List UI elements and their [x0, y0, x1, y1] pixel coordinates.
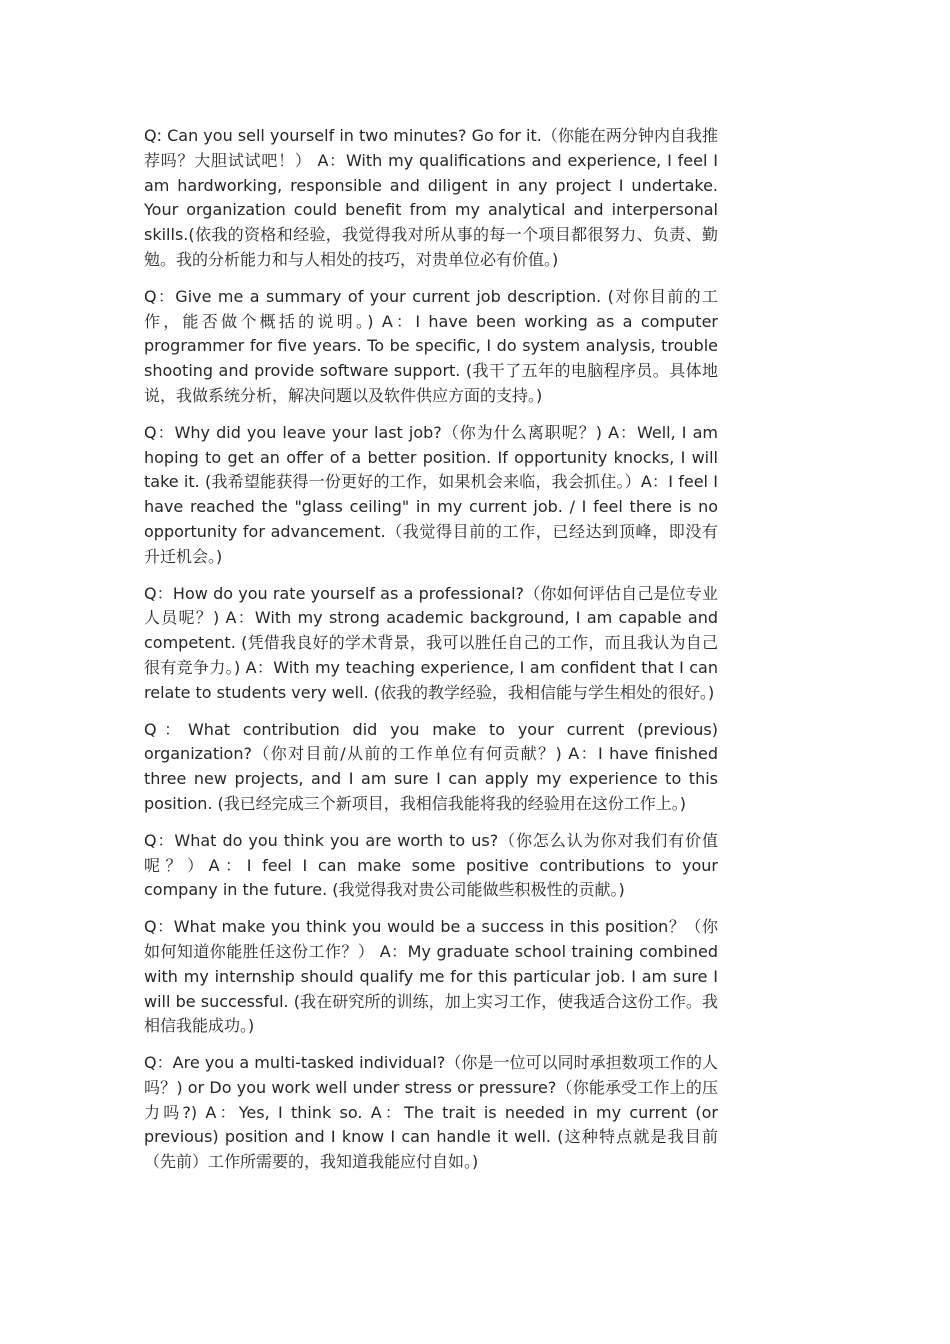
qa-paragraph-4: Q：How do you rate yourself as a professional?（你如何评估自己是位专业人员呢？) A：With my strong academic background, I am capable and competent. (凭借我良好的学术背景，我可以胜任自己的工作，而且我认为自己很有竞争力。) A：With my teaching experience, I am confident that I can relate to students very well. (依我的教学经验，我相信能与学生相处的很好。) — [144, 583, 718, 702]
qa-paragraph-8: Q：Are you a multi-tasked individual?（你是一位可以同时承担数项工作的人吗？) or Do you work well under stress or pressure?（你能承受工作上的压力吗?) A：Yes, I think so. A：The trait is needed in my current (or previous) position and I know I can handle it well. (这种特点就是我目前（先前）工作所需要的，我知道我能应付自如。) — [144, 1053, 718, 1172]
qa-paragraph-6: Q：What do you think you are worth to us?（你怎么认为你对我们有价值呢？）A：I feel I can make some positive contributions to your company in the future. (我觉得我对贵公司能做些积极性的贡献。) — [144, 830, 718, 900]
qa-paragraph-2: Q：Give me a summary of your current job description. (对你目前的工作，能否做个概括的说明。) A：I have been working as a computer programmer for five years. To be specific, I do system analysis, trouble shooting and provide software support. (我干了五年的电脑程序员。具体地说，我做系统分析，解决问题以及软件供应方面的支持。) — [144, 286, 718, 405]
qa-paragraph-5: Q：What contribution did you make to your current (previous) organization?（你对目前/从前的工作单位有何贡献？) A：I have finished three new projects, and I am sure I can apply my experience to this position. (我已经完成三个新项目，我相信我能将我的经验用在这份工作上。) — [144, 719, 718, 813]
document-body — [144, 124, 718, 1187]
qa-paragraph-7: Q：What make you think you would be a success in this position？（你如何知道你能胜任这份工作？） A：My graduate school training combined with my internship should qualify me for this particular job. I am sure I will be successful. (我在研究所的训练，加上实习工作，使我适合这份工作。我相信我能成功。) — [144, 917, 718, 1036]
qa-paragraph-1: Q: Can you sell yourself in two minutes? Go for it.（你能在两分钟内自我推荐吗？大胆试试吧！） A：With my qualifications and experience, I feel I am hardworking, responsible and diligent in any project I undertake. Your organization could benefit from my analytical and interpersonal skills.(依我的资格和经验，我觉得我对所从事的每一个项目都很努力、负责、勤勉。我的分析能力和与人相处的技巧，对贵单位必有价值。) — [144, 126, 718, 269]
qa-paragraph-3: Q：Why did you leave your last job?（你为什么离职呢？) A：Well, I am hoping to get an offer of a better position. If opportunity knocks, I will take it. (我希望能获得一份更好的工作，如果机会来临，我会抓住。）A：I feel I have reached the "glass ceiling" in my current job. / I feel there is no opportunity for advancement.（我觉得目前的工作，已经达到顶峰，即没有升迁机会。) — [144, 422, 718, 566]
